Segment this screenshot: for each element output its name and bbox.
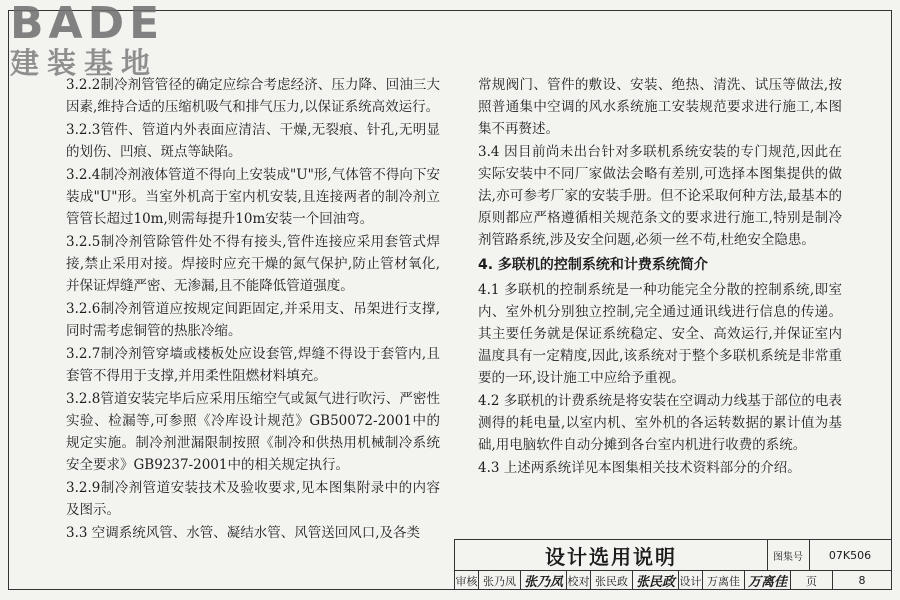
left-text-column — [66, 74, 440, 545]
check-name: 张民政 — [591, 571, 633, 590]
clause-3-3-continuation: 常规阀门、管件的敷设、安装、绝热、清洗、试压等做法,按照普通集中空调的风水系统施工安装规范要求进行施工,本图集不再赘述。 — [478, 77, 842, 137]
clause-3-2-9: 3.2.9制冷剂管道安装技术及验收要求,见本图集附录中的内容及图示。 — [66, 480, 440, 518]
drawing-title: 设计选用说明 — [455, 540, 768, 571]
check-signature: 张民政 — [633, 571, 679, 590]
clause-3-2-6: 3.2.6制冷剂管道应按规定间距固定,并采用支、吊架进行支撑,同时需考虑铜管的热胀冷缩。 — [66, 301, 440, 339]
clause-4-2: 4.2 多联机的计费系统是将安装在空调动力线基于部位的电表测得的耗电量,以室内机、室外机的各运转数据的累计值为基础,用电脑软件自动分摊到各台室内机进行收费的系统。 — [478, 393, 842, 453]
clause-3-2-5: 3.2.5制冷剂管除管件处不得有接头,管件连接应采用套管式焊接,禁止采用对接。焊接时应充干燥的氮气保护,防止管材氧化,并保证焊缝严密、无渗漏,且不能降低管道强度。 — [66, 234, 440, 294]
signature-row — [455, 571, 891, 590]
review-signature: 张乃凤 — [521, 571, 567, 590]
title-block — [454, 539, 891, 590]
clause-3-2-3: 3.2.3管件、管道内外表面应清洁、干燥,无裂痕、针孔,无明显的划伤、凹痕、斑点等缺陷。 — [66, 122, 440, 160]
clause-3-2-8: 3.2.8管道安装完毕后应采用压缩空气或氮气进行吹污、严密性实验、检漏等,可参照《冷库设计规范》GB50072-2001中的规定实施。制冷剂泄漏限制按照《制冷和供热用机械制冷系统安全要求》GB9237-2001中的相关规定执行。 — [66, 391, 440, 473]
section-4-heading: 4. 多联机的控制系统和计费系统简介 — [478, 257, 708, 273]
design-label: 设计 — [679, 571, 703, 590]
review-name: 张乃凤 — [479, 571, 521, 590]
clause-3-2-2: 3.2.2制冷剂管管径的确定应综合考虑经济、压力降、回油三大因素,维持合适的压缩机吸气和排气压力,以保证系统高效运行。 — [66, 77, 440, 115]
check-label: 校对 — [567, 571, 591, 590]
atlas-number-label: 图集号 — [767, 540, 810, 571]
design-signature: 万离佳 — [745, 571, 791, 590]
clause-3-2-7: 3.2.7制冷剂管穿墙或楼板处应设套管,焊缝不得设于套管内,且套管不得用于支撑,并用柔性阻燃材料填充。 — [66, 346, 440, 384]
clause-3-4: 3.4 因目前尚未出台针对多联机系统安装的专门规范,因此在实际安装中不同厂家做法会略有差别,可选择本图集提供的做法,亦可参考厂家的安装手册。但不论采取何种方法,最基本的原则都应严格遵循相关规范条文的要求进行施工,特别是制冷剂管路系统,涉及安全问题,必须一丝不苟,杜绝安全隐患。 — [478, 144, 842, 248]
page-number: 8 — [858, 574, 866, 587]
design-name: 万离佳 — [703, 571, 745, 590]
bade-watermark-logo — [10, 2, 180, 86]
page-label: 页 — [791, 571, 833, 590]
clause-3-2-4: 3.2.4制冷剂液体管道不得向上安装成"U"形,气体管不得向下安装成"U"形。当室外机高于室内机安装,且连接两者的制冷剂立管管长超过10m,则需每提升10m安装一个回油弯。 — [66, 167, 440, 227]
clause-4-1: 4.1 多联机的控制系统是一种功能完全分散的控制系统,即室内、室外机分别独立控制,完全通过通讯线进行信息的传递。其主要任务就是保证系统稳定、安全、高效运行,并保证室内温度具有一定精度,因此,该系统对于整个多联机系统是非常重要的一环,设计施工中应给予重视。 — [478, 282, 842, 386]
clause-3-3: 3.3 空调系统风管、水管、凝结水管、风管送回风口,及各类 — [66, 525, 421, 541]
right-text-column — [478, 74, 842, 480]
clause-4-3: 4.3 上述两系统详见本图集相关技术资料部分的介绍。 — [478, 460, 801, 476]
review-label: 审核 — [455, 571, 479, 590]
watermark-chinese-text: 建装基地 — [10, 46, 159, 80]
watermark-latin-text: BADE — [10, 0, 165, 49]
atlas-number-value: 07K506 — [809, 540, 891, 571]
